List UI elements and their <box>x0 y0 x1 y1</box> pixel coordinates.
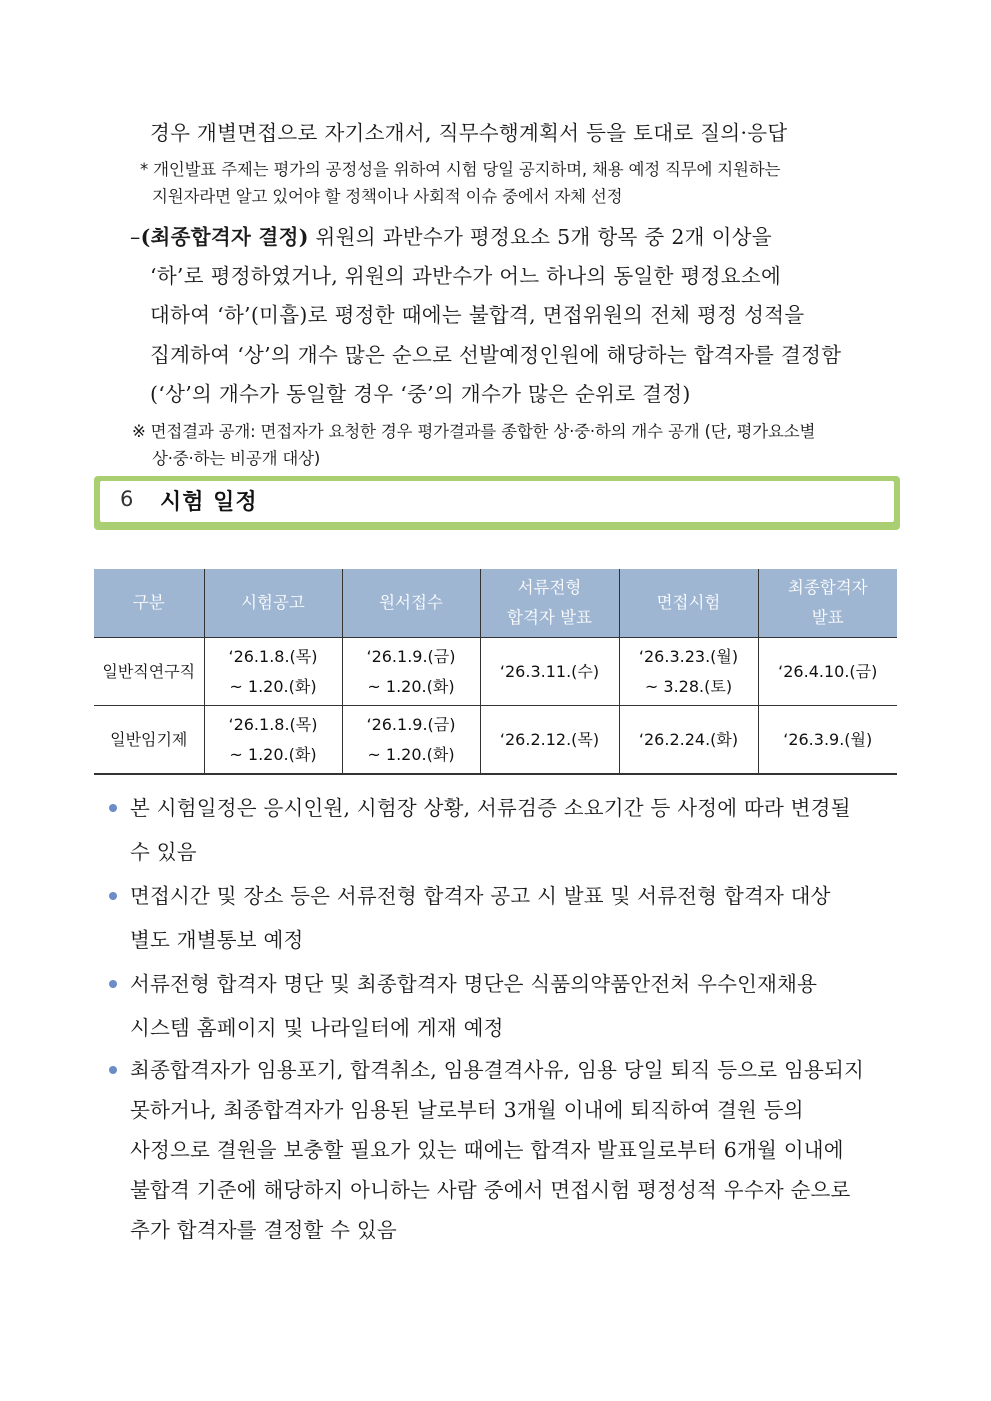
bullet-line: 서류전형 합격자 명단 및 최종합격자 명단은 식품의약품안전처 우수인재채용 <box>130 972 818 996</box>
section-title: 시험 일정 <box>160 490 258 515</box>
final-decision-line4: 집계하여 ‘상’의 개수 많은 순으로 선발예정인원에 해당하는 합격자를 결정함 <box>150 343 842 367</box>
body-line-interview-method: 경우 개별면접으로 자기소개서, 직무수행계획서 등을 토대로 질의·응답 <box>150 121 788 145</box>
bullet-dot-icon <box>109 804 117 812</box>
cell-application: ‘26.1.9.(금) ~ 1.20.(화) <box>342 638 480 706</box>
bullet-dot-icon <box>109 892 117 900</box>
cell-notice: ‘26.1.8.(목) ~ 1.20.(화) <box>204 638 342 706</box>
schedule-table <box>94 569 897 775</box>
cell-application: ‘26.1.9.(금) ~ 1.20.(화) <box>342 706 480 775</box>
final-decision-heading: (최종합격자 결정) <box>140 225 309 249</box>
cell-document-result: ‘26.3.11.(수) <box>480 638 619 706</box>
final-decision-line1-text: 위원의 과반수가 평정요소 5개 항목 중 2개 이상을 <box>308 225 772 249</box>
bullet-line: 별도 개별통보 예정 <box>130 928 304 952</box>
table-row <box>94 706 897 775</box>
bullet-line: 최종합격자가 임용포기, 합격취소, 임용결격사유, 임용 당일 퇴직 등으로 임용되지 <box>130 1058 864 1082</box>
cell-category: 일반직연구직 <box>94 638 204 706</box>
header-document-result: 서류전형 합격자 발표 <box>480 569 619 638</box>
cell-final-result: ‘26.3.9.(월) <box>758 706 897 775</box>
section-header <box>94 476 900 530</box>
header-application: 원서접수 <box>342 569 480 638</box>
table-row <box>94 638 897 706</box>
final-decision-line2: ‘하’로 평정하였거나, 위원의 과반수가 어느 하나의 동일한 평정요소에 <box>150 264 782 288</box>
header-notice: 시험공고 <box>204 569 342 638</box>
note-presentation-topic-line1: * 개인발표 주제는 평가의 공정성을 위하여 시험 당일 공지하며, 채용 예정 직무에 지원하는 <box>140 160 781 179</box>
final-decision-line5: (‘상’의 개수가 동일할 경우 ‘중’의 개수가 많은 순위로 결정) <box>150 382 691 406</box>
final-decision-line3: 대하여 ‘하’(미흡)로 평정한 때에는 불합격, 면접위원의 전체 평정 성적을 <box>150 303 805 327</box>
note-interview-result-line1: ※ 면접결과 공개: 면접자가 요청한 경우 평가결과를 종합한 상·중·하의 개수 공개 (단, 평가요소별 <box>132 422 816 441</box>
bullet-line: 추가 합격자를 결정할 수 있음 <box>130 1218 397 1242</box>
dash-mark: – <box>130 225 141 249</box>
bullet-line: 면접시간 및 장소 등은 서류전형 합격자 공고 시 발표 및 서류전형 합격자 대상 <box>130 884 831 908</box>
note-interview-result-line2: 상·중·하는 비공개 대상) <box>152 449 321 468</box>
cell-interview: ‘26.2.24.(화) <box>619 706 758 775</box>
bullet-dot-icon <box>109 980 117 988</box>
final-decision-line1 <box>130 220 878 250</box>
bullet-line: 수 있음 <box>130 840 197 864</box>
cell-final-result: ‘26.4.10.(금) <box>758 638 897 706</box>
note-presentation-topic-line2: 지원자라면 알고 있어야 할 정책이나 사회적 이슈 중에서 자체 선정 <box>152 187 623 206</box>
cell-document-result: ‘26.2.12.(목) <box>480 706 619 775</box>
table-header-row <box>94 569 897 638</box>
bullet-line: 못하거나, 최종합격자가 임용된 날로부터 3개월 이내에 퇴직하여 결원 등의 <box>130 1098 804 1122</box>
bullet-line: 시스템 홈페이지 및 나라일터에 게재 예정 <box>130 1016 504 1040</box>
cell-category: 일반임기제 <box>94 706 204 775</box>
cell-notice: ‘26.1.8.(목) ~ 1.20.(화) <box>204 706 342 775</box>
cell-interview: ‘26.3.23.(월) ~ 3.28.(토) <box>619 638 758 706</box>
bullet-line: 본 시험일정은 응시인원, 시험장 상황, 서류검증 소요기간 등 사정에 따라 변경될 <box>130 796 851 820</box>
header-category: 구분 <box>94 569 204 638</box>
bullet-dot-icon <box>109 1066 117 1074</box>
header-final-result: 최종합격자 발표 <box>758 569 897 638</box>
section-number: 6 <box>120 487 134 511</box>
bullet-line: 사정으로 결원을 보충할 필요가 있는 때에는 합격자 발표일로부터 6개월 이내에 <box>130 1138 844 1162</box>
header-interview: 면접시험 <box>619 569 758 638</box>
bullet-line: 불합격 기준에 해당하지 아니하는 사람 중에서 면접시험 평정성적 우수자 순으로 <box>130 1178 851 1202</box>
